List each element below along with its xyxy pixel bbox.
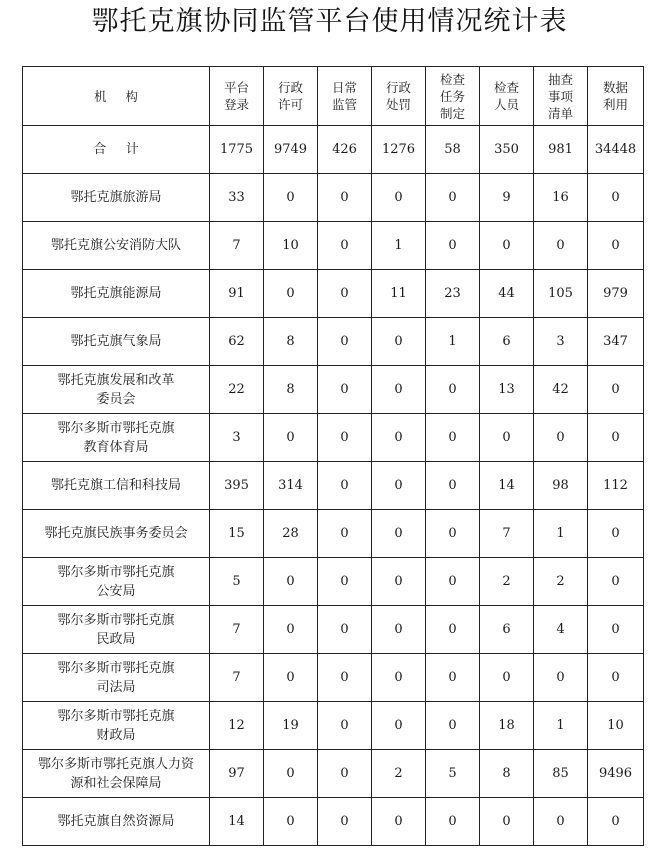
column-header — [480, 67, 534, 126]
value-cell: 18 — [480, 702, 534, 750]
total-value-cell: 34448 — [588, 126, 644, 174]
value-cell: 5 — [210, 558, 264, 606]
column-header — [534, 67, 588, 126]
value-cell: 10 — [588, 702, 644, 750]
table-row — [23, 510, 644, 558]
column-header — [426, 67, 480, 126]
value-cell: 0 — [372, 606, 426, 654]
value-cell: 0 — [534, 222, 588, 270]
value-cell: 6 — [480, 606, 534, 654]
org-name-line: 鄂托克旗民族事务委员会 — [44, 526, 188, 541]
value-cell: 2 — [372, 750, 426, 798]
org-name-cell — [23, 798, 210, 846]
value-cell: 15 — [210, 510, 264, 558]
value-cell: 0 — [318, 270, 372, 318]
table-row — [23, 270, 644, 318]
value-cell: 16 — [534, 174, 588, 222]
table-row — [23, 654, 644, 702]
org-name-line: 司法局 — [96, 679, 136, 695]
value-cell: 6 — [480, 318, 534, 366]
value-cell: 28 — [264, 510, 318, 558]
value-cell: 85 — [534, 750, 588, 798]
org-name-cell — [23, 462, 210, 510]
column-header — [210, 67, 264, 126]
value-cell: 9496 — [588, 750, 644, 798]
value-cell: 0 — [264, 270, 318, 318]
column-header — [372, 67, 426, 126]
value-cell: 0 — [426, 558, 480, 606]
value-cell: 8 — [264, 366, 318, 414]
column-header-line: 人员 — [493, 97, 519, 112]
total-value-cell: 426 — [318, 126, 372, 174]
column-header-line: 许可 — [277, 97, 303, 112]
org-name-line: 鄂托克旗气象局 — [70, 334, 162, 349]
value-cell: 0 — [426, 606, 480, 654]
value-cell: 112 — [588, 462, 644, 510]
column-header-line: 监管 — [331, 97, 357, 112]
value-cell: 0 — [372, 174, 426, 222]
org-name-line: 鄂托克旗自然资源局 — [57, 814, 175, 829]
value-cell: 0 — [318, 366, 372, 414]
column-header-line: 数据 — [602, 80, 628, 95]
value-cell: 7 — [480, 510, 534, 558]
value-cell: 0 — [588, 558, 644, 606]
value-cell: 0 — [372, 366, 426, 414]
column-header-line: 检查 — [493, 80, 519, 95]
value-cell: 0 — [318, 462, 372, 510]
value-cell: 0 — [480, 414, 534, 462]
table-header — [23, 67, 644, 126]
value-cell: 0 — [318, 654, 372, 702]
value-cell: 0 — [426, 414, 480, 462]
value-cell: 0 — [264, 654, 318, 702]
table-row — [23, 222, 644, 270]
page-title: 鄂托克旗协同监管平台使用情况统计表 — [91, 6, 568, 37]
value-cell: 0 — [264, 606, 318, 654]
column-header-line: 行政 — [385, 80, 411, 95]
org-name-line: 鄂托克旗发展和改革 — [57, 372, 175, 388]
value-cell: 0 — [426, 366, 480, 414]
value-cell: 979 — [588, 270, 644, 318]
value-cell: 0 — [372, 702, 426, 750]
org-name-line: 鄂尔多斯市鄂托克旗人力资 — [37, 756, 194, 772]
value-cell: 22 — [210, 366, 264, 414]
total-value-cell: 1775 — [210, 126, 264, 174]
org-name-line: 财政局 — [96, 727, 136, 743]
org-header-label: 机构 — [94, 88, 157, 104]
column-header-line: 抽查 — [547, 71, 573, 87]
value-cell: 1 — [426, 318, 480, 366]
org-name-line: 源和社会保障局 — [70, 775, 162, 791]
value-cell: 2 — [480, 558, 534, 606]
table-row — [23, 606, 644, 654]
org-name-line: 委员会 — [96, 391, 136, 407]
table-row — [23, 174, 644, 222]
value-cell: 0 — [372, 510, 426, 558]
value-cell: 0 — [534, 798, 588, 846]
column-header-line: 制定 — [439, 105, 465, 121]
value-cell: 42 — [534, 366, 588, 414]
value-cell: 0 — [588, 222, 644, 270]
value-cell: 98 — [534, 462, 588, 510]
value-cell: 5 — [426, 750, 480, 798]
value-cell: 97 — [210, 750, 264, 798]
column-header — [264, 67, 318, 126]
org-name-line: 民政局 — [96, 631, 136, 647]
value-cell: 14 — [480, 462, 534, 510]
org-name-line: 鄂尔多斯市鄂托克旗 — [57, 660, 175, 676]
column-header-line: 处罚 — [385, 97, 411, 112]
value-cell: 395 — [210, 462, 264, 510]
value-cell: 14 — [210, 798, 264, 846]
column-header-line: 利用 — [602, 97, 628, 112]
value-cell: 0 — [372, 798, 426, 846]
value-cell: 314 — [264, 462, 318, 510]
value-cell: 0 — [318, 606, 372, 654]
value-cell: 0 — [372, 462, 426, 510]
value-cell: 0 — [372, 318, 426, 366]
header-row — [23, 67, 644, 126]
value-cell: 0 — [318, 318, 372, 366]
value-cell: 0 — [372, 414, 426, 462]
value-cell: 0 — [588, 606, 644, 654]
org-name-cell — [23, 318, 210, 366]
org-name-line: 公安局 — [96, 583, 136, 599]
org-name-line: 鄂托克旗旅游局 — [70, 190, 162, 205]
value-cell: 62 — [210, 318, 264, 366]
total-label: 合计 — [93, 142, 159, 157]
value-cell: 0 — [588, 174, 644, 222]
org-name-line: 鄂托克旗能源局 — [70, 286, 162, 301]
total-row — [23, 126, 644, 174]
column-header-line: 行政 — [277, 80, 303, 95]
column-header-line: 检查 — [439, 71, 465, 87]
value-cell: 1 — [372, 222, 426, 270]
value-cell: 0 — [588, 510, 644, 558]
value-cell: 0 — [426, 222, 480, 270]
value-cell: 0 — [426, 798, 480, 846]
value-cell: 0 — [318, 414, 372, 462]
value-cell: 0 — [426, 462, 480, 510]
value-cell: 0 — [264, 414, 318, 462]
table-row — [23, 318, 644, 366]
value-cell: 19 — [264, 702, 318, 750]
value-cell: 33 — [210, 174, 264, 222]
column-header — [318, 67, 372, 126]
org-name-line: 鄂托克旗工信和科技局 — [50, 478, 181, 493]
value-cell: 105 — [534, 270, 588, 318]
value-cell: 0 — [588, 366, 644, 414]
value-cell: 347 — [588, 318, 644, 366]
value-cell: 0 — [588, 414, 644, 462]
table-row — [23, 366, 644, 414]
value-cell: 0 — [318, 222, 372, 270]
column-header-line: 日常 — [331, 80, 357, 95]
org-name-cell — [23, 510, 210, 558]
table-row — [23, 798, 644, 846]
value-cell: 0 — [318, 510, 372, 558]
column-header-line: 清单 — [547, 105, 573, 121]
value-cell: 13 — [480, 366, 534, 414]
value-cell: 1 — [534, 702, 588, 750]
column-header-org — [23, 67, 210, 126]
value-cell: 7 — [210, 222, 264, 270]
value-cell: 44 — [480, 270, 534, 318]
column-header-line: 事项 — [547, 88, 573, 104]
total-value-cell: 1276 — [372, 126, 426, 174]
value-cell: 1 — [534, 510, 588, 558]
value-cell: 0 — [318, 798, 372, 846]
org-name-cell — [23, 222, 210, 270]
column-header-line: 任务 — [439, 88, 465, 104]
value-cell: 0 — [534, 414, 588, 462]
value-cell: 0 — [318, 750, 372, 798]
value-cell: 0 — [534, 654, 588, 702]
value-cell: 12 — [210, 702, 264, 750]
table-row — [23, 462, 644, 510]
value-cell: 0 — [264, 174, 318, 222]
value-cell: 0 — [426, 510, 480, 558]
value-cell: 0 — [480, 654, 534, 702]
value-cell: 7 — [210, 606, 264, 654]
org-name-cell — [23, 558, 210, 606]
value-cell: 0 — [372, 558, 426, 606]
value-cell: 8 — [264, 318, 318, 366]
org-name-cell — [23, 606, 210, 654]
org-name-cell — [23, 750, 210, 798]
total-value-cell: 58 — [426, 126, 480, 174]
value-cell: 23 — [426, 270, 480, 318]
value-cell: 0 — [426, 174, 480, 222]
value-cell: 0 — [480, 798, 534, 846]
value-cell: 8 — [480, 750, 534, 798]
value-cell: 3 — [210, 414, 264, 462]
value-cell: 0 — [318, 174, 372, 222]
value-cell: 0 — [264, 750, 318, 798]
value-cell: 0 — [480, 222, 534, 270]
value-cell: 0 — [372, 654, 426, 702]
table-row — [23, 702, 644, 750]
org-name-line: 鄂尔多斯市鄂托克旗 — [57, 708, 175, 724]
org-name-cell — [23, 174, 210, 222]
value-cell: 0 — [318, 558, 372, 606]
value-cell: 3 — [534, 318, 588, 366]
column-header — [588, 67, 644, 126]
value-cell: 0 — [588, 798, 644, 846]
org-name-line: 鄂托克旗公安消防大队 — [50, 238, 181, 253]
value-cell: 0 — [426, 654, 480, 702]
value-cell: 0 — [264, 798, 318, 846]
org-name-line: 鄂尔多斯市鄂托克旗 — [57, 612, 175, 628]
org-name-line: 鄂尔多斯市鄂托克旗 — [57, 420, 175, 436]
table-row — [23, 750, 644, 798]
total-value-cell: 981 — [534, 126, 588, 174]
column-header-line: 登录 — [223, 97, 249, 112]
value-cell: 0 — [318, 702, 372, 750]
value-cell: 7 — [210, 654, 264, 702]
table-row — [23, 558, 644, 606]
org-name-line: 鄂尔多斯市鄂托克旗 — [57, 564, 175, 580]
statistics-table — [22, 66, 644, 846]
org-name-line: 教育体育局 — [83, 439, 149, 455]
total-value-cell: 9749 — [264, 126, 318, 174]
org-name-cell — [23, 414, 210, 462]
value-cell: 11 — [372, 270, 426, 318]
table-body — [23, 126, 644, 846]
org-name-cell — [23, 702, 210, 750]
value-cell: 0 — [264, 558, 318, 606]
value-cell: 4 — [534, 606, 588, 654]
org-name-cell — [23, 366, 210, 414]
value-cell: 91 — [210, 270, 264, 318]
value-cell: 10 — [264, 222, 318, 270]
total-value-cell: 350 — [480, 126, 534, 174]
value-cell: 0 — [426, 702, 480, 750]
total-label-cell — [23, 126, 210, 174]
org-name-cell — [23, 270, 210, 318]
value-cell: 0 — [588, 654, 644, 702]
value-cell: 2 — [534, 558, 588, 606]
org-name-cell — [23, 654, 210, 702]
table-row — [23, 414, 644, 462]
column-header-line: 平台 — [223, 80, 249, 95]
value-cell: 9 — [480, 174, 534, 222]
